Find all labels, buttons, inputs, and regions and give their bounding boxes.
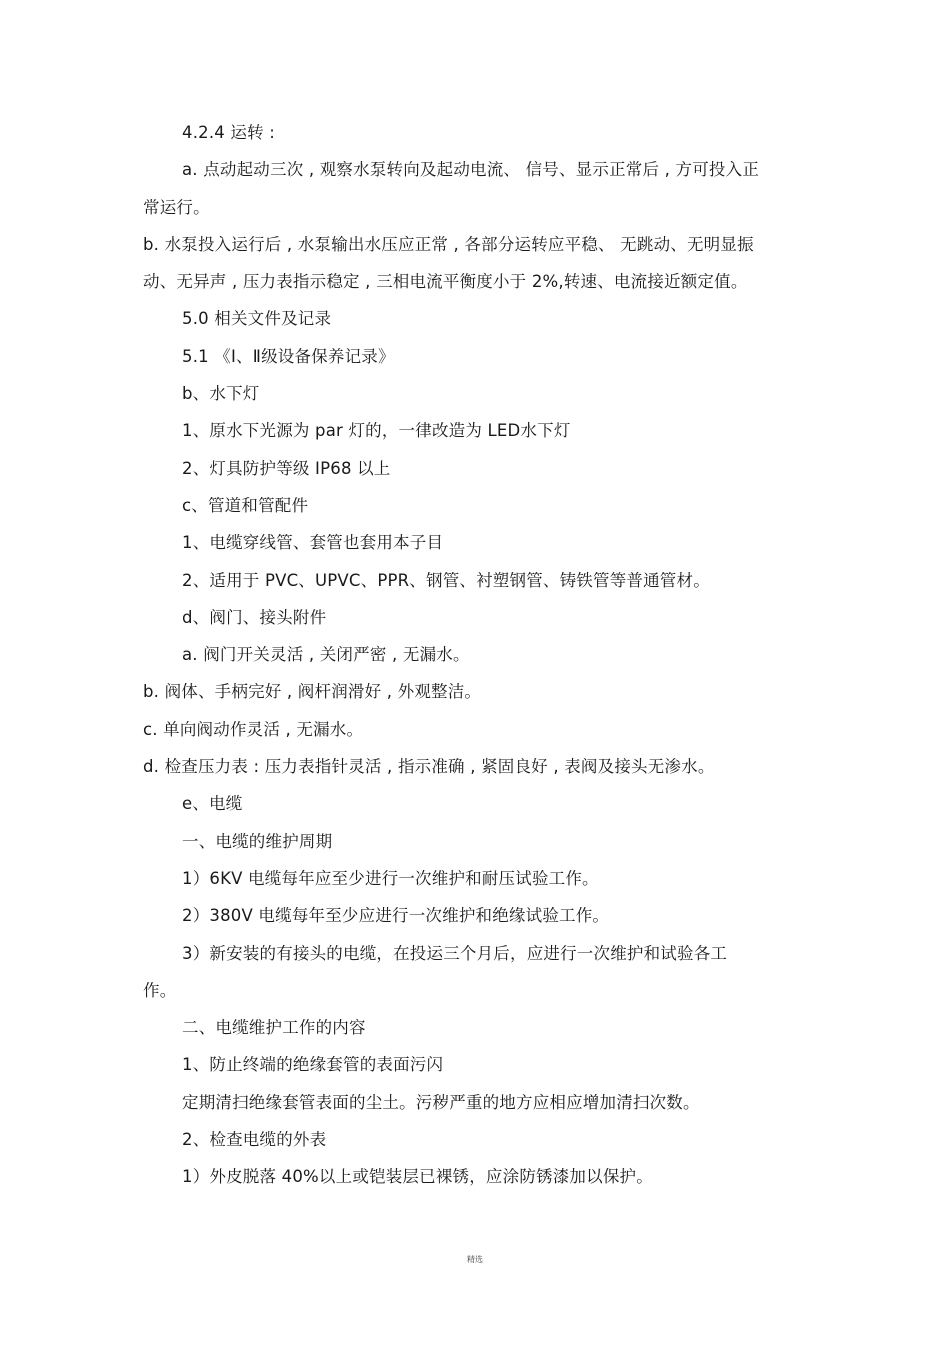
text-line: a. 点动起动三次 , 观察水泵转向及起动电流、 信号、显示正常后 , 方可投入正 bbox=[182, 160, 760, 180]
text-line: 4.2.4 运转 : bbox=[182, 123, 276, 142]
text-line: 1、防止终端的绝缘套管的表面污闪 bbox=[182, 1055, 444, 1075]
text-line: c. 单向阀动作灵活 , 无漏水。 bbox=[143, 719, 364, 739]
text-line: 1、原水下光源为 par 灯的，一律改造为 LED水下灯 bbox=[182, 421, 571, 441]
text-line: 定期清扫绝缘套管表面的尘土。污秽严重的地方应相应增加清扫次数。 bbox=[182, 1092, 700, 1112]
text-line: b. 阀体、手柄完好 , 阀杆润滑好 , 外观整洁。 bbox=[143, 682, 482, 702]
text-line: 2、灯具防护等级 IP68 以上 bbox=[182, 458, 391, 478]
text-line: 作。 bbox=[143, 980, 177, 1000]
text-line: 二、电缆维护工作的内容 bbox=[182, 1018, 366, 1038]
text-line: b. 水泵投入运行后 , 水泵输出水压应正常 , 各部分运转应平稳、 无跳动、无明显振 bbox=[143, 234, 754, 254]
text-line: b、水下灯 bbox=[182, 384, 260, 404]
text-line: 3）新安装的有接头的电缆，在投运三个月后，应进行一次维护和试验各工 bbox=[182, 943, 728, 963]
text-line: c、管道和管配件 bbox=[182, 495, 309, 515]
text-line: 常运行。 bbox=[143, 197, 210, 217]
text-line: 一、电缆的维护周期 bbox=[182, 831, 333, 851]
text-line: 1、电缆穿线管、套管也套用本子目 bbox=[182, 533, 444, 553]
text-line: e、电缆 bbox=[182, 794, 243, 814]
text-line: 2、适用于 PVC、UPVC、PPR、钢管、衬塑钢管、铸铁管等普通管材。 bbox=[182, 570, 710, 590]
text-line: a. 阀门开关灵活 , 关闭严密 , 无漏水。 bbox=[182, 645, 470, 665]
text-line: 2）380V 电缆每年至少应进行一次维护和绝缘试验工作。 bbox=[182, 906, 610, 926]
text-line: 5.1 《Ⅰ、Ⅱ级设备保养记录》 bbox=[182, 346, 395, 366]
text-line: 动、无异声 , 压力表指示稳定 , 三相电流平衡度小于 2%,转速、电流接近额定值。 bbox=[143, 272, 748, 292]
text-line: 1）外皮脱落 40%以上或铠装层已裸锈，应涂防锈漆加以保护。 bbox=[182, 1167, 653, 1187]
text-line: 5.0 相关文件及记录 bbox=[182, 309, 332, 329]
page-footer: 精选 bbox=[467, 1255, 483, 1264]
text-line: 1）6KV 电缆每年应至少进行一次维护和耐压试验工作。 bbox=[182, 868, 599, 888]
text-line: d、阀门、接头附件 bbox=[182, 607, 327, 627]
text-line: d. 检查压力表 : 压力表指针灵活 , 指示准确 , 紧固良好 , 表阀及接头无渗水。 bbox=[143, 757, 715, 777]
text-line: 2、检查电缆的外表 bbox=[182, 1130, 327, 1150]
document-body bbox=[0, 114, 950, 1196]
